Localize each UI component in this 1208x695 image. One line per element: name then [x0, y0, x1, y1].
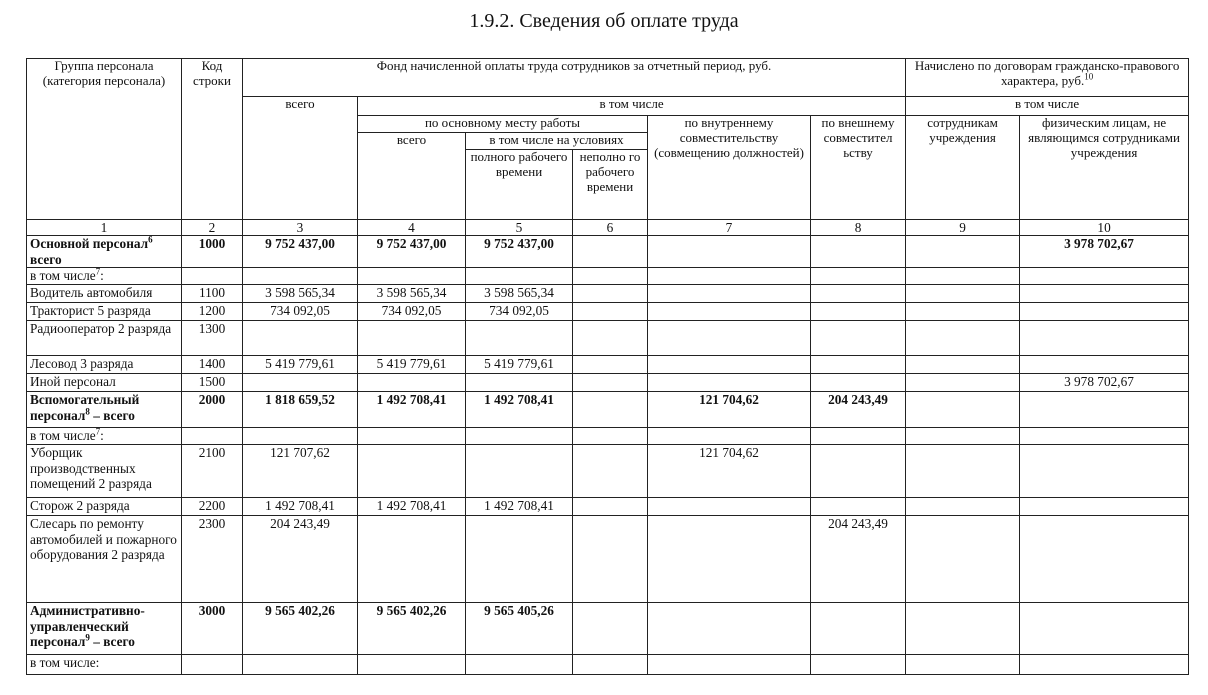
row-code: 3000	[182, 603, 243, 655]
row-value-col8	[811, 428, 906, 445]
row-group-name: Радиооператор 2 разряда	[27, 321, 182, 356]
row-value-col4	[358, 374, 466, 392]
row-value-col8	[811, 655, 906, 675]
row-group-name: Уборщик производственных помещений 2 разряда	[27, 445, 182, 498]
row-value-col4	[358, 428, 466, 445]
row-value-col3: 9 565 402,26	[243, 603, 358, 655]
row-code: 2100	[182, 445, 243, 498]
row-value-col9	[906, 498, 1020, 516]
table-row	[27, 268, 1189, 285]
column-number: 8	[811, 220, 906, 236]
table-row	[27, 392, 1189, 428]
row-value-col5: 5 419 779,61	[466, 356, 573, 374]
row-value-col4: 9 565 402,26	[358, 603, 466, 655]
row-value-col3: 9 752 437,00	[243, 236, 358, 268]
row-value-col7	[648, 428, 811, 445]
header-civil-nonstaff: физическим лицам, не являющимся сотрудниками учреждения	[1020, 116, 1189, 220]
row-group-name: Тракторист 5 разряда	[27, 303, 182, 321]
row-value-col3	[243, 374, 358, 392]
column-number: 10	[1020, 220, 1189, 236]
row-value-col5: 9 565 405,26	[466, 603, 573, 655]
row-value-col4	[358, 516, 466, 603]
row-value-col4: 1 492 708,41	[358, 392, 466, 428]
column-number: 4	[358, 220, 466, 236]
row-value-col4: 3 598 565,34	[358, 285, 466, 303]
header-including: в том числе	[358, 97, 906, 116]
header-external: по внешнему совместител ьству	[811, 116, 906, 220]
row-code: 2200	[182, 498, 243, 516]
row-value-col4: 9 752 437,00	[358, 236, 466, 268]
row-value-col3	[243, 655, 358, 675]
row-value-col10: 3 978 702,67	[1020, 236, 1189, 268]
row-value-col8: 204 243,49	[811, 392, 906, 428]
row-value-col8: 204 243,49	[811, 516, 906, 603]
row-value-col10	[1020, 516, 1189, 603]
row-value-col9	[906, 655, 1020, 675]
row-code: 1000	[182, 236, 243, 268]
row-value-col6	[573, 603, 648, 655]
row-value-col10: 3 978 702,67	[1020, 374, 1189, 392]
row-value-col5	[466, 268, 573, 285]
row-value-col7: 121 704,62	[648, 392, 811, 428]
row-group-name: Лесовод 3 разряда	[27, 356, 182, 374]
row-value-col7	[648, 268, 811, 285]
row-value-col7	[648, 303, 811, 321]
table-row	[27, 428, 1189, 445]
row-value-col9	[906, 516, 1020, 603]
row-value-col4	[358, 655, 466, 675]
header-full-time: полного рабочего времени	[466, 150, 573, 220]
row-value-col6	[573, 321, 648, 356]
table-row	[27, 356, 1189, 374]
row-value-col10	[1020, 498, 1189, 516]
header-code: Код строки	[182, 59, 243, 220]
row-group-name: Сторож 2 разряда	[27, 498, 182, 516]
table-row	[27, 236, 1189, 268]
row-value-col8	[811, 603, 906, 655]
row-value-col9	[906, 374, 1020, 392]
table-body	[27, 236, 1189, 675]
header-group: Группа персонала (категория персонала)	[27, 59, 182, 220]
row-value-col7	[648, 603, 811, 655]
row-value-col4: 734 092,05	[358, 303, 466, 321]
row-code: 2300	[182, 516, 243, 603]
header-part-time: неполно го рабочего времени	[573, 150, 648, 220]
row-value-col9	[906, 321, 1020, 356]
row-value-col10	[1020, 268, 1189, 285]
row-value-col9	[906, 236, 1020, 268]
row-value-col3: 204 243,49	[243, 516, 358, 603]
row-value-col3: 1 492 708,41	[243, 498, 358, 516]
row-value-col5: 734 092,05	[466, 303, 573, 321]
row-value-col5	[466, 655, 573, 675]
row-value-col10	[1020, 303, 1189, 321]
row-value-col7	[648, 236, 811, 268]
header-civil-including: в том числе	[906, 97, 1189, 116]
header-civil-staff: сотрудникам учреждения	[906, 116, 1020, 220]
row-group-name: в том числе:	[27, 655, 182, 675]
row-value-col5: 3 598 565,34	[466, 285, 573, 303]
table-row	[27, 321, 1189, 356]
row-group-name: в том числе$^7$:	[27, 428, 182, 445]
row-group-name: Слесарь по ремонту автомобилей и пожарного оборудования 2 разряда	[27, 516, 182, 603]
row-value-col7	[648, 356, 811, 374]
row-value-col10	[1020, 655, 1189, 675]
header-total: всего	[243, 97, 358, 220]
row-group-name: Водитель автомобиля	[27, 285, 182, 303]
row-value-col8	[811, 236, 906, 268]
row-value-col7	[648, 498, 811, 516]
header-civil: Начислено по договорам гражданско-правового характера, руб.$^{10}$	[906, 59, 1189, 97]
row-value-col3	[243, 268, 358, 285]
row-value-col3: 734 092,05	[243, 303, 358, 321]
column-number: 7	[648, 220, 811, 236]
row-value-col4	[358, 321, 466, 356]
row-value-col7	[648, 374, 811, 392]
row-value-col8	[811, 356, 906, 374]
row-value-col6	[573, 374, 648, 392]
row-value-col10	[1020, 392, 1189, 428]
row-value-col3: 5 419 779,61	[243, 356, 358, 374]
row-value-col3	[243, 428, 358, 445]
row-value-col4	[358, 268, 466, 285]
header-main-total: всего	[358, 133, 466, 220]
header-internal: по внутреннему совместительству (совмещению должностей)	[648, 116, 811, 220]
row-value-col9	[906, 445, 1020, 498]
row-value-col9	[906, 356, 1020, 374]
row-code: 1400	[182, 356, 243, 374]
row-value-col10	[1020, 321, 1189, 356]
row-value-col5: 1 492 708,41	[466, 392, 573, 428]
row-value-col3: 121 707,62	[243, 445, 358, 498]
row-value-col7	[648, 516, 811, 603]
row-code	[182, 268, 243, 285]
column-numbers-row	[27, 220, 1189, 236]
column-number: 1	[27, 220, 182, 236]
row-value-col6	[573, 655, 648, 675]
row-group-name: Основной персонал$^6$ всего	[27, 236, 182, 268]
row-value-col6	[573, 516, 648, 603]
header-main-place: по основному месту работы	[358, 116, 648, 133]
row-value-col3: 3 598 565,34	[243, 285, 358, 303]
row-value-col3	[243, 321, 358, 356]
row-value-col9	[906, 428, 1020, 445]
row-value-col7	[648, 321, 811, 356]
row-value-col6	[573, 428, 648, 445]
table-row	[27, 445, 1189, 498]
row-value-col4: 1 492 708,41	[358, 498, 466, 516]
header-fund: Фонд начисленной оплаты труда сотрудников за отчетный период, руб.	[243, 59, 906, 97]
table-row	[27, 603, 1189, 655]
row-value-col5: 1 492 708,41	[466, 498, 573, 516]
row-value-col9	[906, 303, 1020, 321]
row-value-col5	[466, 428, 573, 445]
row-value-col5	[466, 445, 573, 498]
page-title: 1.9.2. Сведения об оплате труда	[469, 10, 739, 32]
row-value-col9	[906, 392, 1020, 428]
row-code: 1100	[182, 285, 243, 303]
row-value-col6	[573, 236, 648, 268]
row-value-col10	[1020, 603, 1189, 655]
row-value-col9	[906, 285, 1020, 303]
row-value-col6	[573, 303, 648, 321]
table-row	[27, 655, 1189, 675]
row-value-col8	[811, 498, 906, 516]
row-code: 1300	[182, 321, 243, 356]
row-value-col8	[811, 303, 906, 321]
row-value-col10	[1020, 445, 1189, 498]
row-code: 2000	[182, 392, 243, 428]
row-group-name: Административно-управленческий персонал$^9$ – всего	[27, 603, 182, 655]
row-value-col8	[811, 268, 906, 285]
row-value-col6	[573, 498, 648, 516]
row-value-col5	[466, 374, 573, 392]
row-value-col8	[811, 321, 906, 356]
row-value-col4	[358, 445, 466, 498]
row-code: 1200	[182, 303, 243, 321]
row-value-col4: 5 419 779,61	[358, 356, 466, 374]
row-code	[182, 428, 243, 445]
header-main-incl: в том числе на условиях	[466, 133, 648, 150]
row-value-col5	[466, 321, 573, 356]
row-value-col7: 121 704,62	[648, 445, 811, 498]
row-value-col6	[573, 285, 648, 303]
table-row	[27, 303, 1189, 321]
column-number: 6	[573, 220, 648, 236]
row-group-name: Вспомогательный персонал$^8$ – всего	[27, 392, 182, 428]
row-code	[182, 655, 243, 675]
row-value-col7	[648, 655, 811, 675]
row-value-col10	[1020, 356, 1189, 374]
row-value-col8	[811, 374, 906, 392]
column-number: 9	[906, 220, 1020, 236]
row-value-col5	[466, 516, 573, 603]
wage-table	[26, 58, 1189, 675]
row-value-col3: 1 818 659,52	[243, 392, 358, 428]
column-number: 3	[243, 220, 358, 236]
table-row	[27, 516, 1189, 603]
row-code: 1500	[182, 374, 243, 392]
row-value-col6	[573, 356, 648, 374]
row-value-col10	[1020, 285, 1189, 303]
row-value-col9	[906, 268, 1020, 285]
table-row	[27, 498, 1189, 516]
row-value-col8	[811, 445, 906, 498]
row-value-col10	[1020, 428, 1189, 445]
row-value-col6	[573, 445, 648, 498]
row-value-col6	[573, 392, 648, 428]
row-value-col7	[648, 285, 811, 303]
row-value-col6	[573, 268, 648, 285]
column-number: 2	[182, 220, 243, 236]
table-row	[27, 285, 1189, 303]
row-group-name: Иной персонал	[27, 374, 182, 392]
row-value-col8	[811, 285, 906, 303]
column-number: 5	[466, 220, 573, 236]
row-value-col9	[906, 603, 1020, 655]
row-group-name: в том числе$^7$:	[27, 268, 182, 285]
table-row	[27, 374, 1189, 392]
row-value-col5: 9 752 437,00	[466, 236, 573, 268]
